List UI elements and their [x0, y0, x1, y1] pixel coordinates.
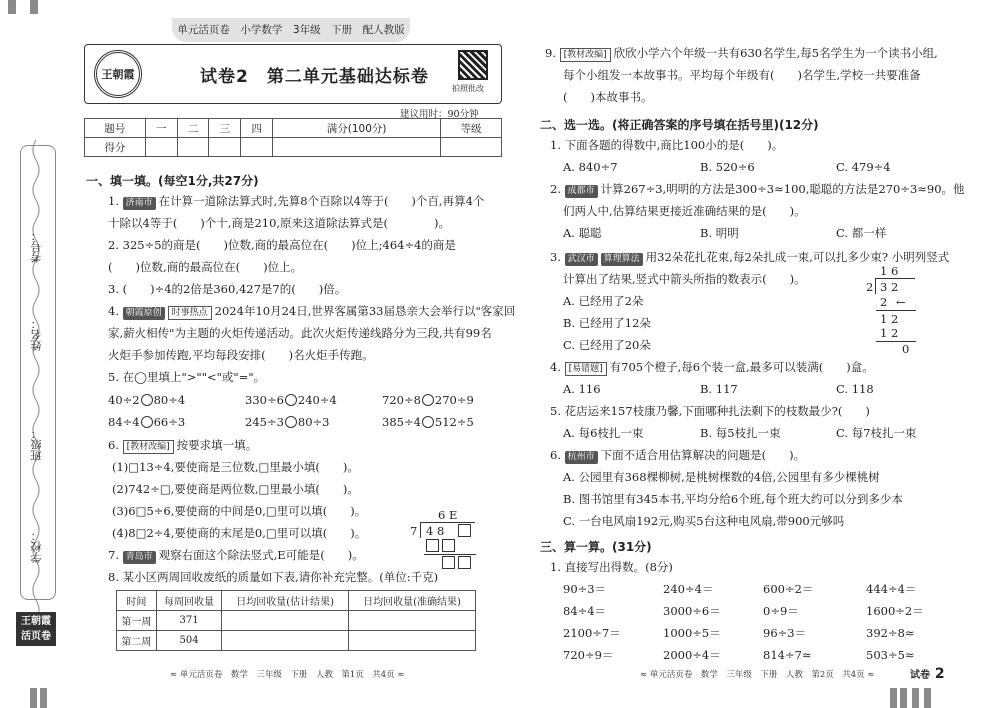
page-footer-left: ≈ 单元活页卷 数学 三年级 下册 人教 第1页 共4页 ≈: [170, 670, 405, 680]
binding-bar-top: [30, 0, 38, 14]
score-cell[interactable]: [145, 138, 177, 157]
question-3: 3. ( )÷4的2倍是360,427是7的( )倍。: [108, 282, 347, 296]
choice-5-option-b[interactable]: B. 每5枝扎一束: [700, 426, 781, 440]
publisher-logo: 王朝霞: [94, 50, 142, 98]
section-1-title: 一、填一填。(每空1分,共27分): [86, 174, 259, 188]
choice-4-option-b[interactable]: B. 117: [700, 382, 738, 396]
table-row: [117, 611, 476, 631]
question-2-cont: ( )位数,商的最高位在( )位上。: [108, 260, 303, 274]
compare-item: 40÷2 80÷4: [108, 393, 186, 407]
div-line: [876, 341, 916, 342]
compare-item: 330÷6 240÷4: [245, 393, 337, 407]
div-quotient: 6 E: [438, 508, 458, 522]
div-step: 1 2: [880, 312, 899, 326]
blank-box[interactable]: [458, 556, 471, 569]
choice-4-option-c[interactable]: C. 118: [836, 382, 874, 396]
score-header-cell: 等级: [441, 119, 502, 138]
region-tag: 济南市: [123, 197, 156, 210]
score-cell[interactable]: [209, 138, 241, 157]
choice-4-option-a[interactable]: A. 116: [563, 382, 601, 396]
question-6: 6. [教材改编] 按要求填一填。: [108, 438, 258, 452]
table-header-cell: 时间: [117, 591, 157, 611]
div-remainder: 0: [902, 342, 910, 356]
section-2-title: 二、选一选。(将正确答案的序号填在括号里)(12分): [540, 118, 819, 132]
table-row: [117, 631, 476, 651]
score-header-cell: 满分(100分): [273, 119, 441, 138]
choice-3-cont: 计算出了结果,竖式中箭头所指的数表示( )。: [563, 272, 806, 286]
answer-cell[interactable]: [349, 611, 476, 631]
question-1: 1. 济南市 在计算一道除法算式时,先算8个百除以4等于( )个百,再算4个: [108, 194, 485, 208]
region-tag: 成都市: [565, 185, 598, 198]
question-9-cont: 每个小组发一本故事书。平均每个年级有( )名学生,学校一共要准备: [563, 68, 921, 82]
calc-item: 392÷8≈: [866, 626, 915, 640]
compare-circle[interactable]: [285, 394, 297, 406]
page-title: 试卷2 第二单元基础达标卷: [200, 67, 429, 87]
compare-circle[interactable]: [422, 394, 434, 406]
div-line: [876, 310, 916, 311]
hot-topic-tag: 时事热点: [168, 306, 212, 320]
score-table: [84, 118, 502, 157]
question-4: 4. 朝霞原创 时事热点 2024年10月24日,世界客属第33届恳亲大会举行以"客家回: [108, 304, 516, 318]
choice-3-option-c[interactable]: C. 已经用了20朵: [563, 338, 651, 352]
textbook-tag: [教材改编]: [560, 48, 611, 62]
page-number-badge: 试卷 2: [910, 666, 945, 682]
calc-item: 1000÷5＝: [663, 626, 721, 640]
score-header-cell: 四: [241, 119, 273, 138]
question-6-1: (1)□13÷4,要使商是三位数,□里最小填( )。: [112, 460, 359, 474]
compare-circle[interactable]: [141, 394, 153, 406]
choice-2-option-b[interactable]: B. 明明: [700, 226, 739, 240]
calc-item: 240÷4＝: [663, 582, 714, 596]
answer-cell[interactable]: [222, 631, 349, 651]
choice-5-option-c[interactable]: C. 每7枝扎一束: [836, 426, 917, 440]
question-6-4: (4)8□2÷4,要使商的末尾是0,□里可以填( )。: [112, 526, 367, 540]
question-1-cont: 十除以4等于( )个十,商是210,原来这道除法算式是( )。: [108, 216, 451, 230]
blank-box[interactable]: [458, 524, 471, 537]
calc-item: 84÷4＝: [563, 604, 607, 618]
binding-bar-top: [8, 0, 16, 14]
choice-2: 2. 成都市 计算267÷3,明明的方法是300÷3≈100,聪聪的方法是270÷3≈90。他: [550, 182, 965, 196]
div-bar: [420, 522, 475, 523]
question-4-cont: 家,薪火相传"为主题的火炬传递活动。此次火炬传递线路分为三段,共有99名: [108, 326, 492, 340]
region-tag: 杭州市: [565, 451, 598, 464]
compare-item: 84÷4 66÷3: [108, 415, 186, 429]
method-tag: 算理算法: [601, 253, 643, 266]
answer-cell[interactable]: [222, 611, 349, 631]
suggested-time: 建议用时：90分钟: [400, 109, 479, 120]
school-field[interactable]: 学校：: [30, 530, 43, 563]
region-tag: 青岛市: [123, 551, 156, 564]
choice-3: 3. 武汉市 算理算法 用32朵花扎花束,每2朵扎成一束,可以扎多少束? 小明列竖式: [550, 250, 950, 264]
calc-item: 814÷7≈: [763, 648, 812, 662]
page-footer-right: ≈ 单元活页卷 数学 三年级 下册 人教 第2页 共4页 ≈: [640, 670, 875, 680]
div-dividend: 3 2: [880, 280, 899, 294]
div-step: 2: [880, 295, 888, 309]
div-bracket: [875, 278, 876, 294]
name-field[interactable]: 姓名：: [30, 318, 43, 351]
calc-item: 3000÷6＝: [663, 604, 721, 618]
table-cell: 371: [156, 611, 221, 631]
score-row-label: 得分: [85, 138, 146, 157]
choice-3-option-a[interactable]: A. 已经用了2朵: [563, 294, 644, 308]
choice-3-option-b[interactable]: B. 已经用了12朵: [563, 316, 651, 330]
question-9-cont2: ( )本故事书。: [563, 90, 653, 104]
choice-2-option-c[interactable]: C. 都一样: [836, 226, 887, 240]
qr-code-icon[interactable]: [458, 50, 488, 80]
tricky-tag: [易错题]: [565, 362, 607, 376]
calc-item: 600÷2＝: [763, 582, 814, 596]
compare-item: 245÷3 80÷3: [245, 415, 330, 429]
choice-2-cont: 们两人中,估算结果更接近准确结果的是( )。: [563, 204, 806, 218]
score-cell[interactable]: [177, 138, 209, 157]
div-step: 1 2: [880, 326, 899, 340]
blank-box[interactable]: [442, 539, 455, 552]
calc-item: 0÷9＝: [763, 604, 799, 618]
score-header-cell: 二: [177, 119, 209, 138]
question-6-3: (3)6□5÷6,要使商的中间是0,□里可以填( )。: [112, 504, 367, 518]
score-cell[interactable]: [441, 138, 502, 157]
score-cell[interactable]: [273, 138, 441, 157]
div-divisor: 7: [410, 524, 418, 538]
question-4-cont2: 火炬手参加传跑,平均每段安排( )名火炬手传跑。: [108, 348, 374, 362]
long-division-c3: [866, 264, 926, 356]
question-9: 9. [教材改编] 欣欣小学六个年级一共有630名学生,每5名学生为一个读书小组,: [545, 46, 938, 60]
compare-circle[interactable]: [141, 416, 153, 428]
textbook-tag: [教材改编]: [123, 440, 174, 454]
arrow-icon: ←: [896, 295, 906, 309]
choice-6-option-b[interactable]: B. 图书馆里有345本书,平均分给6个班,每个班大约可以分到多少本: [563, 492, 903, 506]
original-tag: 朝霞原创: [123, 307, 165, 320]
calc-item: 444÷4＝: [866, 582, 917, 596]
compare-item: 385÷4 512÷5: [382, 415, 474, 429]
question-8: 8. 某小区两周回收废纸的质量如下表,请你补充完整。(单位:千克): [108, 570, 439, 584]
blank-box[interactable]: [426, 539, 439, 552]
choice-5: 5. 花店运来157枝康乃馨,下面哪种扎法剩下的枝数最少?( ): [550, 404, 870, 418]
calc-item: 90÷3＝: [563, 582, 607, 596]
score-header-cell: 三: [209, 119, 241, 138]
calc-item: 720÷9＝: [563, 648, 614, 662]
calc-item: 1600÷2＝: [866, 604, 924, 618]
table-header-cell: 日均回收量(估计结果): [222, 591, 349, 611]
div-bracket: [420, 522, 421, 538]
div-dividend: 4 8: [426, 524, 445, 538]
question-2: 2. 325÷5的商是( )位数,商的最高位在( )位上;464÷4的商是: [108, 238, 456, 252]
question-7: 7. 青岛市 观察右面这个除法竖式,E可能是( )。: [108, 548, 364, 562]
div-quotient: 1 6: [880, 264, 899, 278]
region-tag: 武汉市: [565, 253, 598, 266]
choice-5-option-a[interactable]: A. 每6枝扎一束: [563, 426, 644, 440]
div-line: [424, 554, 476, 555]
compare-circle[interactable]: [422, 416, 434, 428]
calc-item: 2000÷4＝: [663, 648, 721, 662]
div-divisor: 2: [866, 280, 874, 294]
choice-4: 4. [易错题] 有705个橙子,每6个装一盒,最多可以装满( )盒。: [550, 360, 874, 374]
series-banner: 单元活页卷 小学数学 3年级 下册 配人教版: [172, 18, 410, 42]
answer-cell[interactable]: [349, 631, 476, 651]
exam-no-field[interactable]: 考号：: [30, 230, 43, 263]
score-header-cell: 一: [145, 119, 177, 138]
calc-item: 96÷3＝: [763, 626, 807, 640]
class-field[interactable]: 班级：: [30, 428, 43, 461]
choice-6: 6. 杭州市 下面不适合用估算解决的问题是( )。: [550, 448, 806, 462]
calc-instruction: 1. 直接写出得数。(8分): [550, 560, 673, 574]
choice-2-option-a[interactable]: A. 聪聪: [563, 226, 602, 240]
compare-circle[interactable]: [285, 416, 297, 428]
table-cell: 504: [156, 631, 221, 651]
table-cell: 第一周: [117, 611, 157, 631]
blank-box[interactable]: [442, 556, 455, 569]
long-division-q7: [410, 508, 490, 578]
choice-6-option-a[interactable]: A. 公园里有368棵柳树,是桃树棵数的4倍,公园里有多少棵桃树: [563, 470, 880, 484]
score-header-cell: 题号: [85, 119, 146, 138]
choice-6-option-c[interactable]: C. 一台电风扇192元,购买5台这种电风扇,带900元够吗: [563, 514, 845, 528]
div-bar: [875, 278, 915, 279]
qr-label: 拍照批改: [452, 84, 484, 93]
choice-1-option-a[interactable]: A. 840÷7: [563, 160, 618, 174]
choice-1: 1. 下面各题的得数中,商比100小的是( )。: [550, 138, 784, 152]
choice-1-option-c[interactable]: C. 479÷4: [836, 160, 891, 174]
choice-1-option-b[interactable]: B. 520÷6: [700, 160, 755, 174]
calc-item: 503÷5≈: [866, 648, 915, 662]
score-cell[interactable]: [241, 138, 273, 157]
table-header-cell: 每周回收量: [156, 591, 221, 611]
table-header-cell: 日均回收量(准确结果): [349, 591, 476, 611]
question-6-2: (2)742÷□,要使商是两位数,□里最小填( )。: [112, 482, 359, 496]
table-cell: 第二周: [117, 631, 157, 651]
recycling-table: [116, 590, 476, 651]
brand-logo: 王朝霞 活页卷: [16, 612, 56, 646]
compare-item: 720÷8 270÷9: [382, 393, 474, 407]
section-3-title: 三、算一算。(31分): [540, 540, 652, 554]
calc-item: 2100÷7＝: [563, 626, 621, 640]
question-5: 5. 在◯里填上">""<"或"="。: [108, 370, 266, 384]
